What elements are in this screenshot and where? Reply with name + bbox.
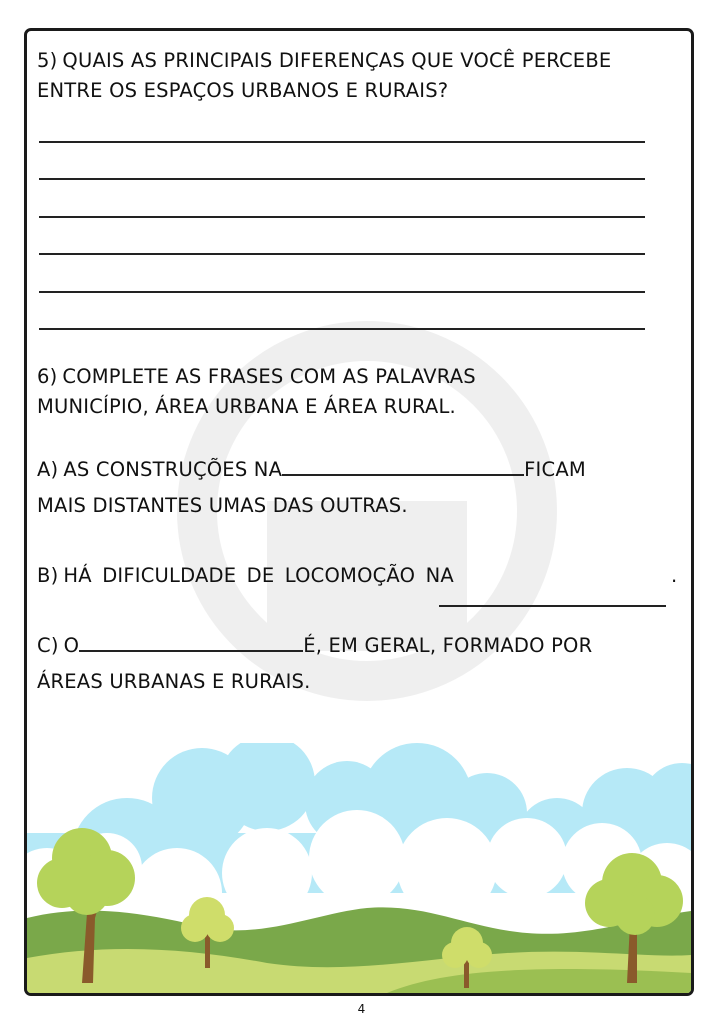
item-c-line2: ÁREAS URBANAS E RURAIS. xyxy=(37,670,311,693)
item-c-text-before: O xyxy=(63,634,80,657)
answer-line-1[interactable] xyxy=(39,141,645,143)
question-6-text-line2: MUNICÍPIO, ÁREA URBANA E ÁREA RURAL. xyxy=(37,395,456,418)
item-a-blank[interactable] xyxy=(282,456,524,476)
question-6-text-line1: COMPLETE AS FRASES COM AS PALAVRAS xyxy=(62,365,476,388)
item-b-end-mark: . xyxy=(671,564,678,587)
question-5-text-line1: QUAIS AS PRINCIPAIS DIFERENÇAS QUE VOCÊ PERCEBE xyxy=(62,49,612,72)
answer-line-5[interactable] xyxy=(39,291,645,293)
item-c xyxy=(37,631,592,661)
question-5-number: 5) xyxy=(37,49,58,72)
answer-line-2[interactable] xyxy=(39,178,645,180)
item-a-line2: MAIS DISTANTES UMAS DAS OUTRAS. xyxy=(37,494,408,517)
answer-line-6[interactable] xyxy=(39,328,645,330)
item-c-text-after: É, EM GERAL, FORMADO POR xyxy=(303,634,593,657)
item-a-text-after: FICAM xyxy=(524,458,586,481)
item-a-text-before: AS CONSTRUÇÕES NA xyxy=(63,458,283,481)
question-6-number: 6) xyxy=(37,365,58,388)
question-5 xyxy=(37,46,611,106)
item-c-letter: C) xyxy=(37,634,59,657)
question-5-text-line2: ENTRE OS ESPAÇOS URBANOS E RURAIS? xyxy=(37,79,449,102)
item-c-blank[interactable] xyxy=(79,632,303,652)
answer-line-4[interactable] xyxy=(39,253,645,255)
page-number: 4 xyxy=(357,1002,366,1016)
item-a-letter: A) xyxy=(37,458,59,481)
answer-line-3[interactable] xyxy=(39,216,645,218)
landscape-illustration xyxy=(27,743,691,993)
item-a xyxy=(37,455,586,485)
item-b-blank[interactable] xyxy=(439,605,666,607)
item-b xyxy=(37,561,454,591)
item-b-text: HÁ DIFICULDADE DE LOCOMOÇÃO NA xyxy=(63,564,454,587)
worksheet-frame xyxy=(24,28,694,996)
question-6 xyxy=(37,362,476,422)
item-b-letter: B) xyxy=(37,564,59,587)
